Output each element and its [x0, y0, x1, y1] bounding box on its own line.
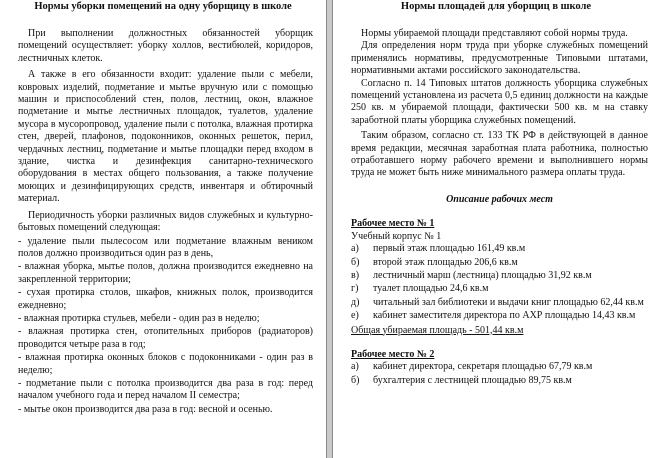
row-text: кабинет заместителя директора по АХР площадью 14,43 кв.м — [373, 310, 636, 322]
frequency-item: - сухая протирка столов, шкафов, книжных полок, производится ежедневно; — [18, 287, 313, 311]
area-row — [351, 257, 648, 269]
frequency-item: - удаление пыли пылесосом или подметание влажным веником полов должно производиться один раз в день, — [18, 235, 313, 259]
duties-paragraph: При выполнении должностных обязанностей уборщик помещений осуществляет: уборку холлов, вестибюлей, коридоров, лестничных клеток. — [18, 28, 313, 64]
right-page — [332, 0, 659, 458]
row-letter: е) — [351, 310, 359, 322]
row-letter: а) — [351, 361, 359, 373]
standards-paragraph: Для определения норм труда при уборке служебных помещений применялись нормативы, предусмотренные Типовыми штатами, нормативными актами российского законодательства. — [351, 40, 648, 77]
frequency-item: - подметание пыли с потолка производится два раза в год: перед началом учебного года и перед началом II семестра; — [18, 377, 313, 402]
additional-duties-paragraph: А также в его обязанности входит: удаление пыли с мебели, ковровых изделий, подметание и мытье вручную или с помощью машин и приспособлений стен, полов, лестниц, окон, влажное подметание и мытье лестничных площадок, туалетов, удаление мусора в мусоропровод, удаление пыли с потолка, влажная протирка стен, дверей, плафонов, подоконников, оконных решеток, перил, чердачных лестниц, подметание и мытье площадки перед входом в здание, чистка и дезинфекция санитарно-технического оборудования в местах общего пользования, а также получение моющих и дезинфицирующих средств, инвентаря и обтирочный материал. — [18, 69, 313, 205]
row-letter: б) — [351, 256, 360, 268]
row-letter: а) — [351, 243, 359, 255]
row-text: первый этаж площадью 161,49 кв.м — [373, 243, 526, 255]
row-letter: в) — [351, 269, 360, 281]
row-letter: б) — [351, 374, 360, 386]
frequency-item: - влажная протирка стульев, мебели - один раз в неделю; — [18, 312, 260, 324]
left-page-title: Нормы уборки помещений на одну уборщицу в школе — [34, 1, 292, 12]
workplace-1-subtitle: Учебный корпус № 1 — [351, 230, 442, 242]
workplace-2-title: Рабочее место № 2 — [351, 348, 435, 360]
row-text: лестничный марш (лестница) площадью 31,92 кв.м — [373, 269, 592, 281]
area-row — [351, 243, 648, 255]
workplace-1-total: Общая убираемая площадь - 501,44 кв.м — [351, 324, 524, 336]
row-letter: д) — [351, 296, 360, 308]
area-row — [351, 375, 648, 387]
row-text: читальный зал библиотеки и выдачи книг площадью 62,44 кв.м — [373, 296, 644, 308]
area-row — [351, 270, 648, 282]
row-letter: г) — [351, 283, 359, 295]
salary-paragraph: Таким образом, согласно ст. 133 ТК РФ в действующей в данное время редакции, месячная заработная плата работника, полностью отработавшего норму рабочего времени и выполнившего нормы труда не может быть ниже минимального размера оплаты труда. — [351, 130, 648, 179]
area-row — [351, 297, 648, 309]
left-page — [0, 0, 327, 458]
area-row — [351, 361, 648, 373]
left-page-body — [18, 28, 313, 417]
row-text: бухгалтерия с лестницей площадью 89,75 кв.м — [373, 374, 572, 386]
frequency-item: - влажная уборка, мытье полов, должна производится ежедневно на закрепленной территории; — [18, 261, 313, 285]
row-text: второй этаж площадью 206,6 кв.м — [373, 256, 518, 268]
frequency-item: - влажная протирка оконных блоков с подоконниками - один раз в неделю; — [18, 352, 313, 376]
frequency-item: - влажная протирка стен, отопительных приборов (радиаторов) проводится четыре раза в год; — [18, 326, 313, 350]
right-page-body — [351, 28, 648, 388]
frequency-item: - мытье окон производится два раза в год: весной и осенью. — [18, 403, 273, 415]
right-page-title: Нормы площадей для уборщиц в школе — [400, 1, 592, 12]
staffing-paragraph: Согласно п. 14 Типовых штатов должность уборщика служебных помещений установлена из расчета 0,5 единиц должности на каждые 250 кв. м убираемой площади, фактически 500 кв. м на ставку заработной платы уборщика служебных помещений. — [351, 77, 648, 126]
workplace-1-title: Рабочее место № 1 — [351, 218, 435, 230]
frequency-intro-paragraph: Периодичность уборки различных видов служебных и культурно-бытовых помещений следующая: — [18, 209, 313, 234]
row-text: кабинет директора, секретаря площадью 67,79 кв.м — [373, 361, 593, 373]
workplaces-subheading: Описание рабочих мест — [446, 193, 553, 205]
norms-paragraph: Нормы убираемой площади представляют собой нормы труда. — [361, 28, 628, 39]
area-row — [351, 310, 648, 322]
area-row — [351, 283, 648, 295]
row-text: туалет площадью 24,6 кв.м — [373, 283, 489, 295]
